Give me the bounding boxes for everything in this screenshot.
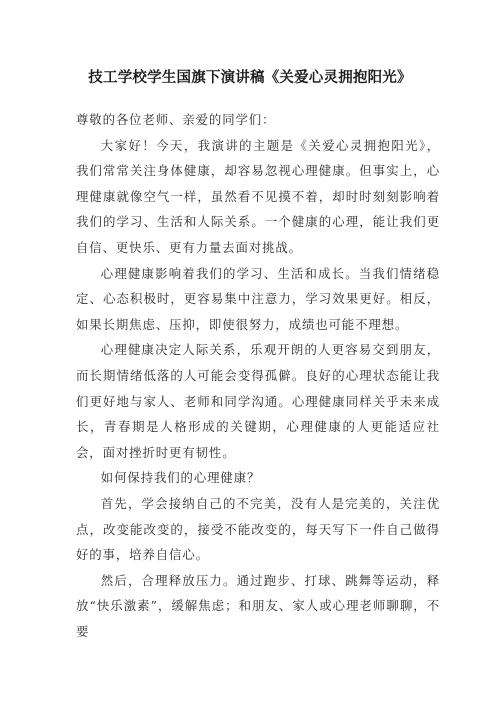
paragraph-self-acceptance: 首先，学会接纳自己的不完美，没有人是完美的，关注优点，改变能改变的，接受不能改变的，每天写下一件自己做得好的事，培养自信心。 [76,495,440,563]
paragraph-question: 如何保持我们的心理健康？ [100,470,261,486]
paragraph-learning-impact: 心理健康影响着我们的学习、生活和成长。当我们情绪稳定、心态积极时，更容易集中注意力，学习效果更好。相反，如果长期焦虑、压抑，即使很努力，成绩也可能不理想。 [76,265,440,332]
document-body [76,107,440,644]
paragraph-stress-release: 然后，合理释放压力。通过跑步、打球、跳舞等运动，释放“快乐激素”，缓解焦虑；和朋友、家人或心理老师聊聊，不要 [76,572,440,639]
document-title: 技工学校学生国旗下演讲稿《关爱心灵拥抱阳光》 [88,70,412,86]
paragraph-greeting: 大家好！今天，我演讲的主题是《关爱心灵拥抱阳光》，我们常常关注身体健康，却容易忽视心理健康。但事实上，心理健康就像空气一样，虽然看不见摸不着，却时时刻刻影响着我们的学习、生活和人际关系。一个健康的心理，能让我们更自信、更快乐、更有力量去面对挑战。 [76,137,440,255]
salutation: 尊敬的各位老师、亲爱的同学们： [76,112,276,127]
paragraph-relationships: 心理健康决定人际关系，乐观开朗的人更容易交到朋友，而长期情绪低落的人可能会变得孤僻。良好的心理状态能让我们更好地与家人、老师和同学沟通。心理健康同样关乎未来成长，青春期是人格形成的关键期，心理健康的人更能适应社会，面对挫折时更有韧性。 [76,342,440,460]
